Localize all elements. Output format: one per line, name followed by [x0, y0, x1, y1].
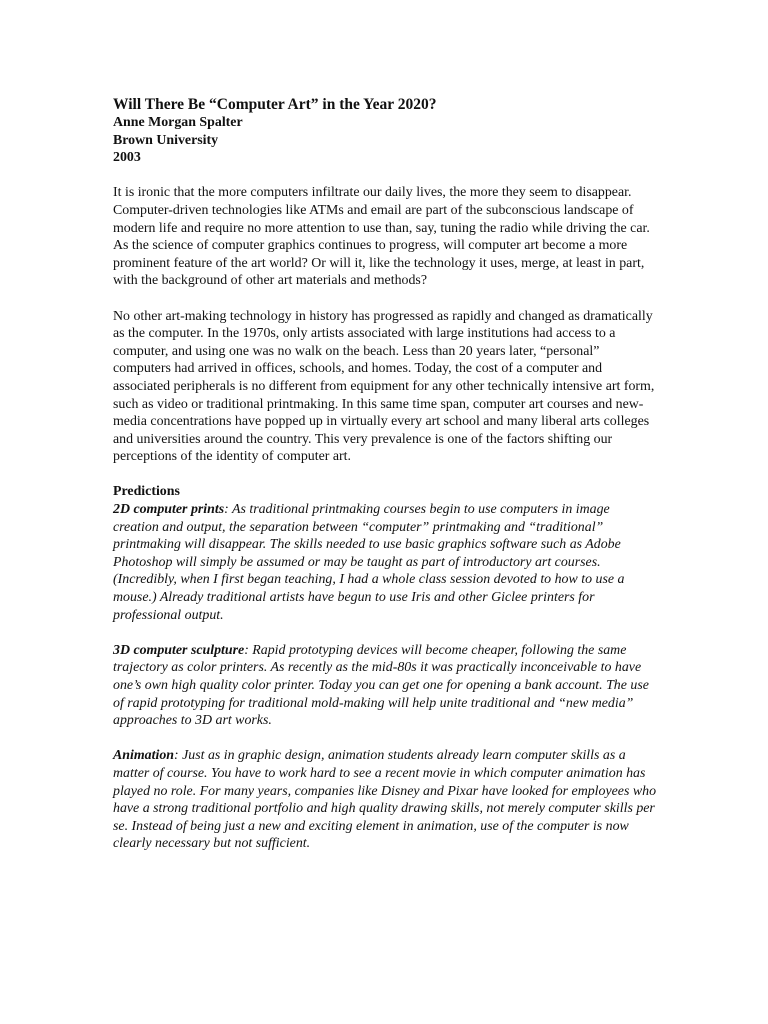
publication-year: 2003 [113, 150, 141, 166]
prediction-text: : As traditional printmaking courses begin to use computers in image creation and output, the separation between “computer” printmaking and “traditional” printmaking will disappear. The skills needed to use basic graphics software such as Adobe Photoshop will simply be assumed or may be taught as part of introductory art courses. (Incredibly, when I first began teaching, I had a whole class session devoted to how to use a mouse.) Already traditional artists have begun to use Iris and other Giclee printers for professional output. [113, 502, 625, 623]
intro-paragraph: It is ironic that the more computers infiltrate our daily lives, the more they seem to disappear. Computer-driven technologies like ATMs and email are part of the subconscious landscape of modern life and require no more attention to use than, say, tuning the radio while driving the car. As the science of computer graphics continues to progress, will computer art become a more prominent feature of the art world? Or will it, like the technology it uses, merge, at least in part, with the background of other art materials and methods? [113, 185, 650, 289]
history-paragraph: No other art-making technology in history has progressed as rapidly and changed as dramatically as the computer. In the 1970s, only artists associated with large institutions had access to a computer, and using one was no walk on the beach. Less than 20 years later, “personal” computers had arrived in offices, schools, and homes. Today, the cost of a computer and associated peripherals is no different from equipment for any other technically intensive art form, such as video or traditional printmaking. In this same time span, computer art courses and new-media concentrations have popped up in virtually every art school and many liberal arts colleges and universities around the country. This very prevalence is one of the factors shifting our perceptions of the identity of computer art. [113, 308, 655, 465]
prediction-term: 3D computer sculpture [113, 642, 245, 658]
institution-name: Brown University [113, 132, 219, 148]
prediction-text: : Rapid prototyping devices will become cheaper, following the same trajectory as color printers. As recently as the mid-80s it was practically inconceivable to have one’s own high quality color printer. Today you can get one for opening a bank account. The use of rapid prototyping for traditional mold-making will help unite traditional and “new media” approaches to 3D art works. [113, 642, 649, 729]
author-name: Anne Morgan Spalter [113, 115, 243, 130]
prediction-term: Animation [113, 748, 174, 764]
document-title: Will There Be “Computer Art” in the Year 2020? [113, 96, 437, 113]
prediction-2d-prints [113, 501, 658, 624]
prediction-3d-sculpture [113, 642, 658, 730]
prediction-term: 2D computer prints [113, 502, 225, 518]
predictions-heading: Predictions [113, 484, 180, 500]
prediction-text: : Just as in graphic design, animation students already learn computer skills as a matter of course. You have to work hard to see a recent movie in which computer animation has played no role. For many years, companies like Disney and Pixar have looked for employees who have a strong traditional portfolio and high quality drawing skills, not merely computer skills per se. Instead of being just a new and exciting element in animation, use of the computer is now clearly necessary but not sufficient. [113, 748, 657, 852]
prediction-animation [113, 747, 658, 853]
document-body [113, 95, 658, 853]
